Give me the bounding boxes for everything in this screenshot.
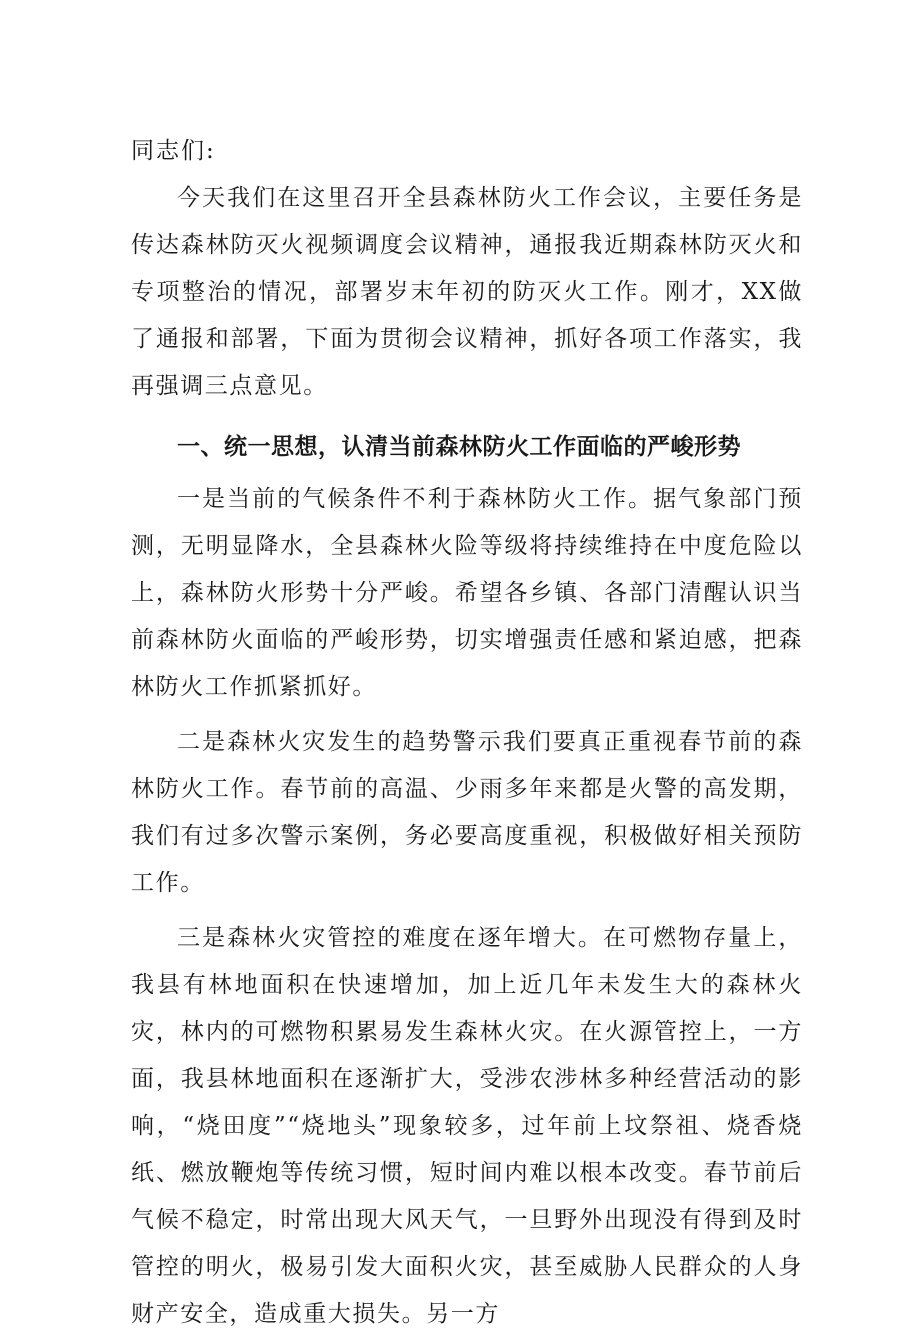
- section-heading: 一、统一思想，认清当前森林防火工作面临的严峻形势: [177, 434, 741, 460]
- intro-paragraph: 今天我们在这里召开全县森林防火工作会议，主要任务是传达森林防灭火视频调度会议精神，通报我近期森林防灭火和专项整治的情况，部署岁末年初的防灭火工作。刚才，XX做了通报和部署，下面为贯彻会议精神，抓好各项工作落实，我再强调三点意见。: [131, 185, 803, 399]
- salutation: 同志们:: [131, 138, 216, 164]
- paragraph-point-three: 三是森林火灾管控的难度在逐年增大。在可燃物存量上，我县有林地面积在快速增加，加上近几年未发生大的森林火灾，林内的可燃物积累易发生森林火灾。在火源管控上，一方面，我县林地面积在逐渐扩大，受涉农涉林多种经营活动的影响，“烧田度”“烧地头”现象较多，过年前上坟祭祖、烧香烧纸、燃放鞭炮等传统习惯，短时间内难以根本改变。春节前后气候不稳定，时常出现大风天气，一旦野外出现没有得到及时管控的明火，极易引发大面积火灾，甚至威胁人民群众的人身财产安全，造成重大损失。另一方: [131, 925, 803, 1327]
- document-body: [131, 128, 803, 1338]
- paragraph-point-one: 一是当前的气候条件不利于森林防火工作。据气象部门预测，无明显降水，全县森林火险等级将持续维持在中度危险以上，森林防火形势十分严峻。希望各乡镇、各部门清醒认识当前森林防火面临的严峻形势，切实增强责任感和紧迫感，把森林防火工作抓紧抓好。: [131, 486, 803, 700]
- paragraph-point-two: 二是森林火灾发生的趋势警示我们要真正重视春节前的森林防火工作。春节前的高温、少雨多年来都是火警的高发期，我们有过多次警示案例，务必要高度重视，积极做好相关预防工作。: [131, 729, 803, 896]
